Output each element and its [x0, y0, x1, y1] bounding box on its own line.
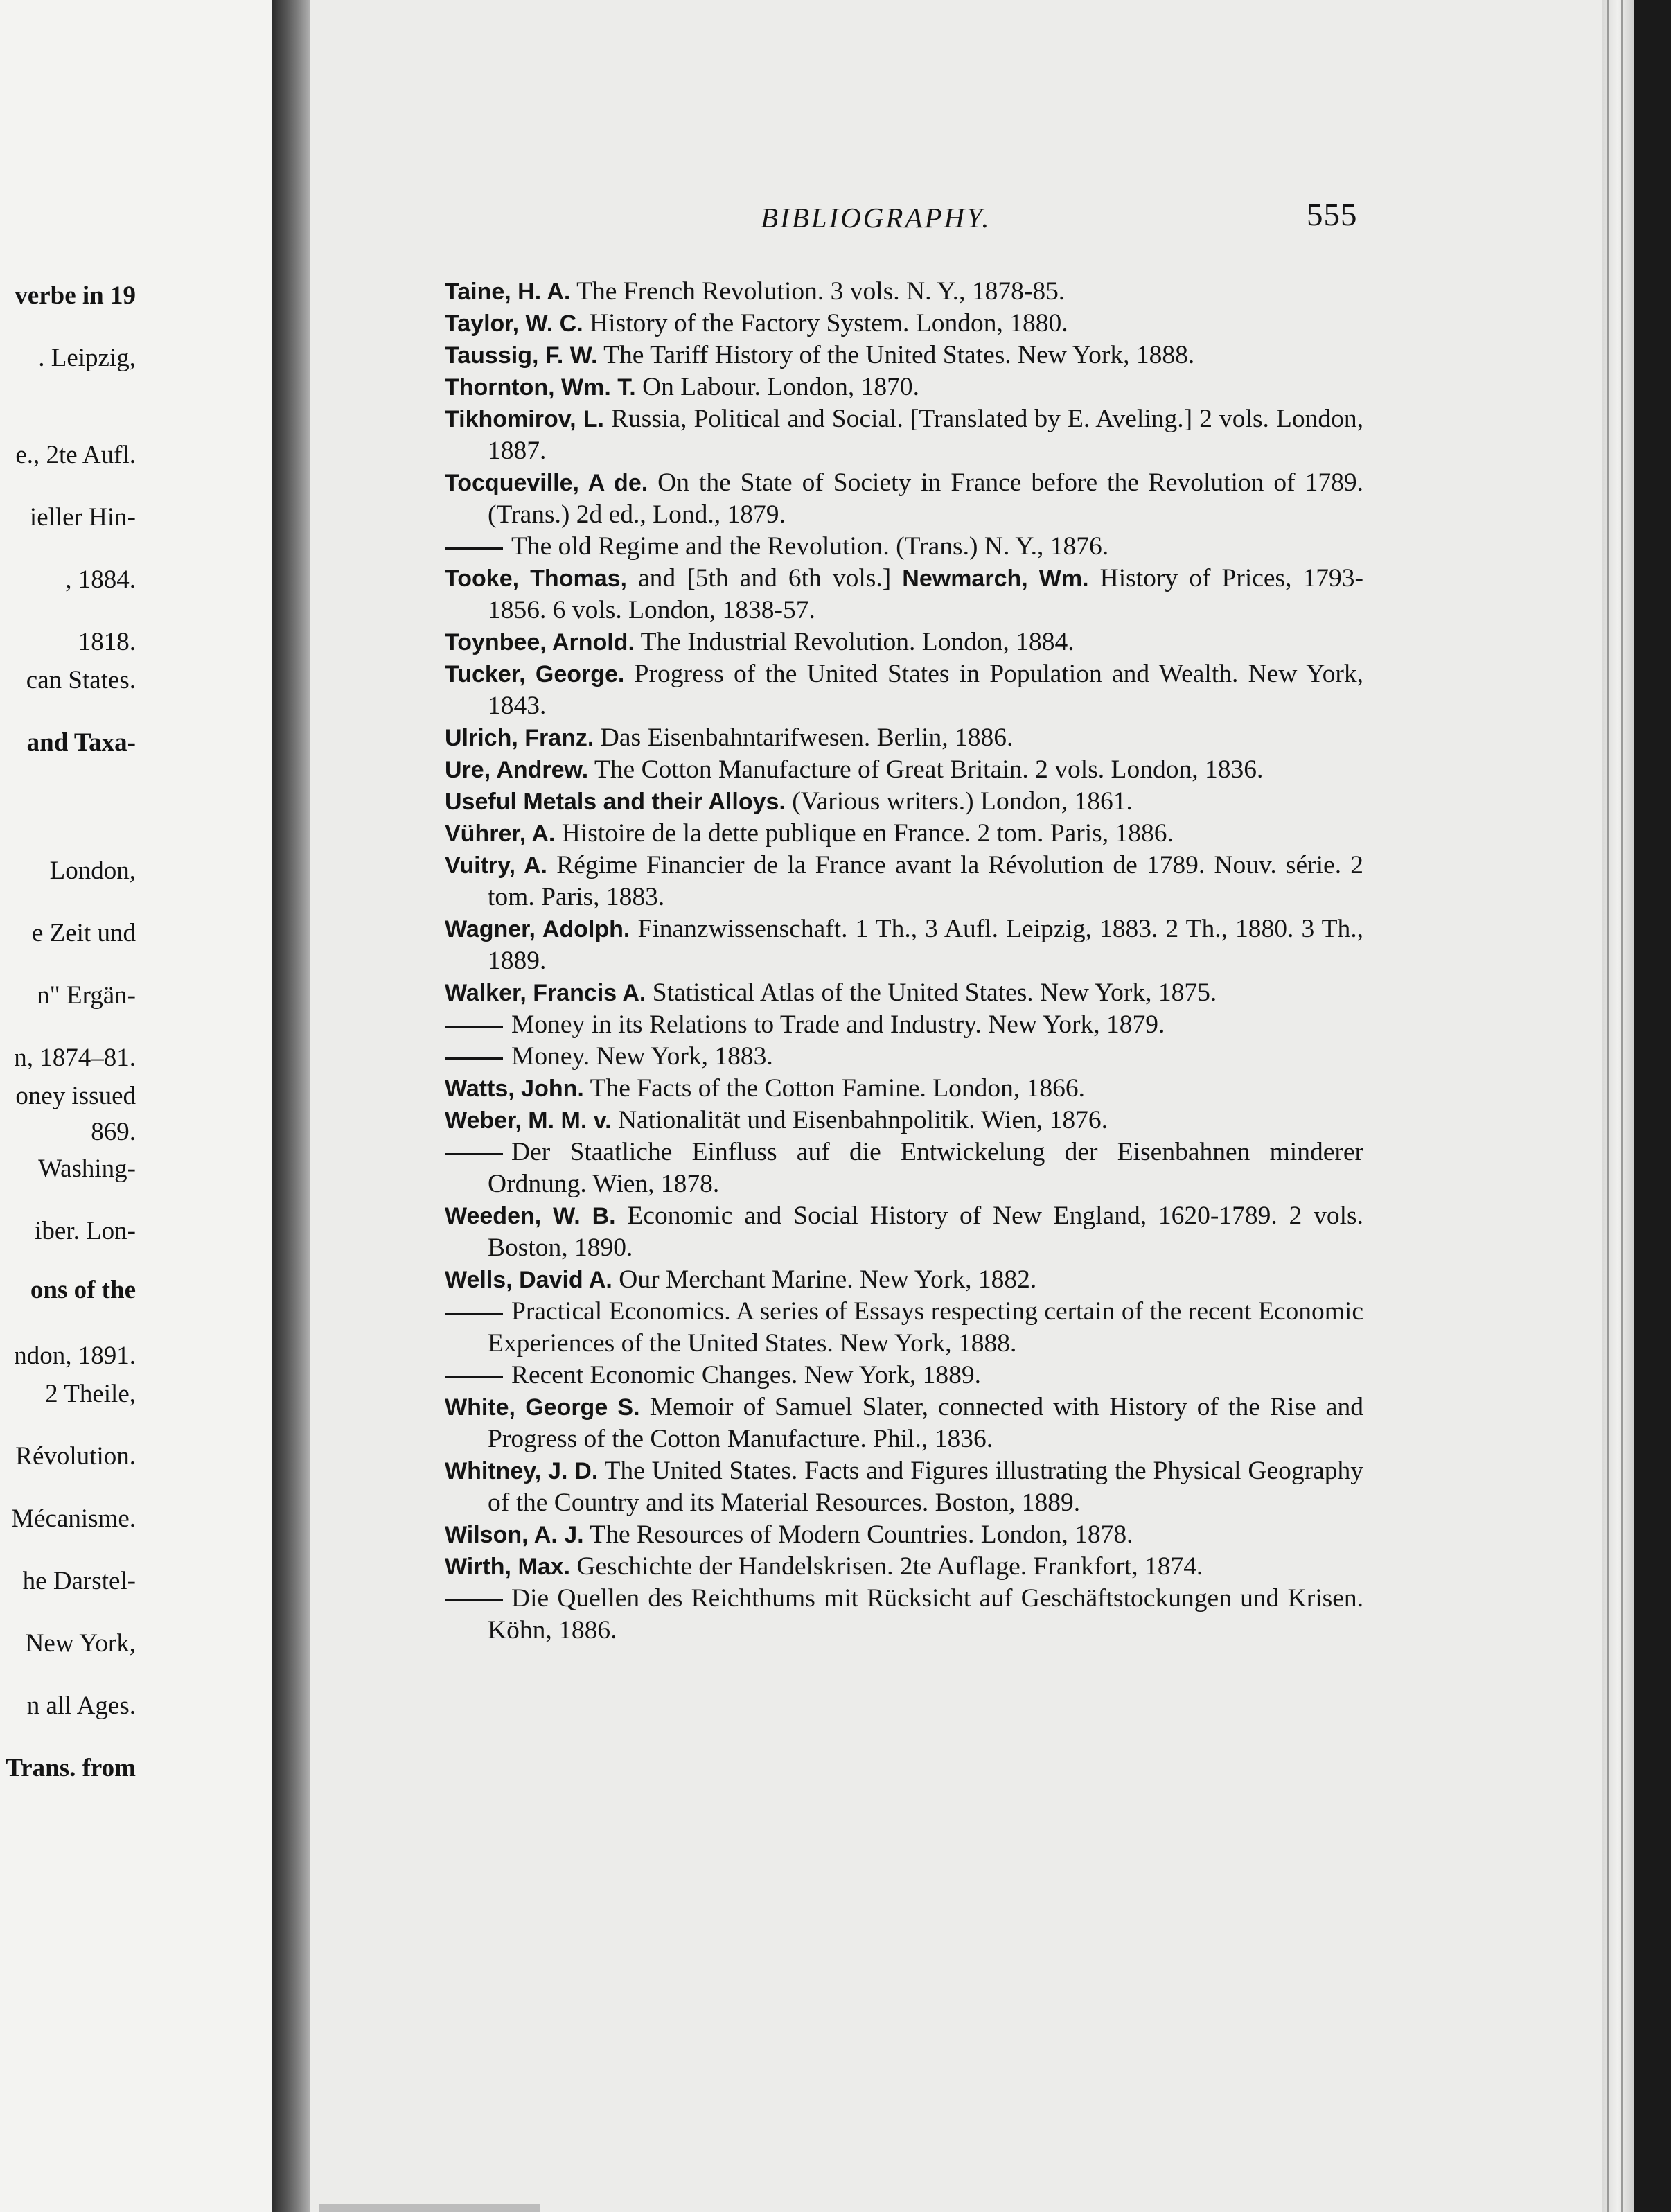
left-page-line: e Zeit und	[31, 919, 136, 947]
entry-author: Weeden, W. B.	[445, 1203, 616, 1229]
bibliography-entry	[445, 1455, 1363, 1519]
left-page-line: n" Ergän-	[37, 981, 136, 1010]
book-gutter	[272, 0, 313, 2212]
entry-text: On the State of Society in France before the Revolution of 1789. (Trans.) 2d ed., Lond., 1879.	[488, 468, 1363, 529]
bibliography-entry	[445, 977, 1363, 1009]
ditto-dash	[445, 547, 503, 550]
page-edge	[1602, 0, 1634, 2212]
bibliography-entry	[445, 786, 1363, 818]
left-page-line: and Taxa-	[26, 728, 136, 757]
page-edge-line	[1607, 0, 1609, 2212]
entry-author: White, George S.	[445, 1394, 640, 1421]
bibliography-entry	[445, 1519, 1363, 1551]
bibliography-entry	[445, 913, 1363, 977]
entry-author: Vührer, A.	[445, 820, 556, 847]
left-page-line: London,	[49, 857, 136, 885]
left-page-line: Trans. from	[6, 1754, 136, 1782]
left-page-line: n all Ages.	[26, 1692, 136, 1720]
ditto-dash	[445, 1153, 503, 1155]
entry-coauthor: Newmarch, Wm.	[902, 565, 1089, 592]
left-page-line: e., 2te Aufl.	[15, 441, 136, 469]
bibliography-entry	[445, 1041, 1363, 1073]
entry-text: On Labour. London, 1870.	[642, 373, 920, 401]
ditto-dash	[445, 1599, 503, 1601]
bibliography-entry	[445, 531, 1363, 563]
entry-text: Recent Economic Changes. New York, 1889.	[511, 1361, 982, 1389]
bibliography-entry	[445, 340, 1363, 371]
bibliography-entry	[445, 1360, 1363, 1392]
entry-text: Geschichte der Handelskrisen. 2te Auflage. Frankfort, 1874.	[576, 1552, 1203, 1581]
ditto-dash	[445, 1057, 503, 1060]
bibliography-entry	[445, 1009, 1363, 1041]
entry-text: Money in its Relations to Trade and Industry. New York, 1879.	[511, 1010, 1165, 1039]
entry-author: Vuitry, A.	[445, 852, 548, 879]
bibliography-entries	[445, 276, 1363, 1647]
entry-text: (Various writers.) London, 1861.	[792, 787, 1133, 816]
entry-author: Toynbee, Arnold.	[445, 629, 635, 656]
left-page-line: Révolution.	[15, 1442, 136, 1471]
entry-text: Progress of the United States in Population and Wealth. New York, 1843.	[488, 660, 1363, 720]
scan-smudge	[319, 2204, 540, 2212]
bibliography-entry	[445, 1073, 1363, 1105]
bibliography-entry	[445, 1551, 1363, 1583]
page-edge-line	[1621, 0, 1623, 2212]
entry-text: The French Revolution. 3 vols. N. Y., 1878-85.	[576, 277, 1066, 306]
entry-text: Die Quellen des Reichthums mit Rücksicht auf Geschäftstockungen und Krisen. Köhn, 1886.	[488, 1584, 1363, 1644]
left-page-line: verbe in 19	[15, 281, 136, 310]
ditto-dash	[445, 1313, 503, 1315]
ditto-dash	[445, 1026, 503, 1028]
entry-text: Practical Economics. A series of Essays respecting certain of the recent Economic Experiences of the United States. New York, 1888.	[488, 1297, 1363, 1358]
entry-text: Statistical Atlas of the United States. New York, 1875.	[652, 978, 1217, 1007]
entry-text: Russia, Political and Social. [Translated by E. Aveling.] 2 vols. London, 1887.	[488, 405, 1364, 465]
bibliography-entry	[445, 818, 1363, 850]
entry-text: Economic and Social History of New England, 1620-1789. 2 vols. Boston, 1890.	[488, 1202, 1363, 1262]
left-page-line: , 1884.	[65, 565, 136, 594]
left-page-line: he Darstel-	[22, 1567, 136, 1595]
entry-author: Taine, H. A.	[445, 279, 571, 305]
bibliography-entry	[445, 1392, 1363, 1455]
page-number: 555	[1307, 197, 1358, 233]
left-page-line: can States.	[26, 666, 136, 694]
entry-author: Watts, John.	[445, 1076, 584, 1102]
ditto-dash	[445, 1376, 503, 1378]
entry-author: Ulrich, Franz.	[445, 725, 594, 751]
left-page-text	[0, 0, 272, 2212]
bibliography-entry	[445, 1136, 1363, 1200]
left-page-line: 2 Theile,	[45, 1380, 136, 1408]
bibliography-entry	[445, 371, 1363, 403]
entry-author: Tikhomirov, L.	[445, 406, 604, 432]
running-header: BIBLIOGRAPHY.	[761, 202, 991, 234]
entry-text: Der Staatliche Einfluss auf die Entwickelung der Eisenbahnen minderer Ordnung. Wien, 1878.	[488, 1138, 1363, 1198]
bibliography-entry	[445, 1200, 1363, 1264]
entry-author: Wirth, Max.	[445, 1554, 571, 1580]
bibliography-entry	[445, 1583, 1363, 1647]
entry-text: and [5th and 6th vols.]	[638, 564, 892, 592]
bibliography-entry	[445, 308, 1363, 340]
left-page-line: n, 1874–81.	[14, 1044, 136, 1072]
entry-author: Wells, David A.	[445, 1267, 612, 1293]
entry-text: The Resources of Modern Countries. London, 1878.	[590, 1520, 1133, 1549]
left-page-line: . Leipzig,	[38, 344, 136, 372]
left-page-line: ieller Hin-	[29, 503, 136, 532]
entry-text: Das Eisenbahntarifwesen. Berlin, 1886.	[600, 723, 1014, 752]
left-page-line: Mécanisme.	[11, 1504, 136, 1533]
bibliography-entry	[445, 658, 1363, 722]
entry-author: Wilson, A. J.	[445, 1522, 584, 1548]
bibliography-entry	[445, 467, 1363, 531]
left-page-line: oney issued	[15, 1082, 136, 1110]
left-page-line: New York,	[25, 1629, 136, 1658]
entry-text: Memoir of Samuel Slater, connected with History of the Rise and Progress of the Cotton Manufacture. Phil., 1836.	[488, 1393, 1363, 1453]
left-page-line: ndon, 1891.	[14, 1342, 136, 1370]
entry-author: Thornton, Wm. T.	[445, 374, 636, 401]
entry-text: The old Regime and the Revolution. (Trans.) N. Y., 1876.	[511, 532, 1109, 561]
bibliography-entry	[445, 850, 1363, 913]
entry-author: Useful Metals and their Alloys.	[445, 789, 786, 815]
entry-author: Ure, Andrew.	[445, 757, 589, 783]
entry-text: Histoire de la dette publique en France. 2 tom. Paris, 1886.	[561, 819, 1174, 848]
bibliography-entry	[445, 1264, 1363, 1296]
entry-author: Walker, Francis A.	[445, 980, 646, 1006]
entry-author: Tucker, George.	[445, 661, 625, 687]
entry-text: Finanzwissenschaft. 1 Th., 3 Aufl. Leipzig, 1883. 2 Th., 1880. 3 Th., 1889.	[488, 915, 1363, 975]
entry-author: Tocqueville, A de.	[445, 470, 648, 496]
bibliography-entry	[445, 754, 1363, 786]
entry-author: Wagner, Adolph.	[445, 916, 630, 942]
left-page-line: Washing-	[38, 1155, 136, 1183]
entry-text: Régime Financier de la France avant la Révolution de 1789. Nouv. série. 2 tom. Paris, 1883.	[488, 851, 1364, 911]
bibliography-entry	[445, 1105, 1363, 1136]
entry-text: The Facts of the Cotton Famine. London, 1866.	[590, 1074, 1086, 1103]
entry-text: Money. New York, 1883.	[511, 1042, 773, 1071]
bibliography-entry	[445, 722, 1363, 754]
left-page-line: 869.	[91, 1118, 136, 1146]
entry-author: Whitney, J. D.	[445, 1458, 599, 1484]
entry-author: Weber, M. M. v.	[445, 1107, 612, 1134]
entry-author: Tooke, Thomas,	[445, 565, 627, 592]
entry-text: Nationalität und Eisenbahnpolitik. Wien, 1876.	[617, 1106, 1108, 1134]
entry-text: The Tariff History of the United States. New York, 1888.	[603, 341, 1195, 369]
bibliography-entry	[445, 563, 1363, 626]
bibliography-entry	[445, 403, 1363, 467]
entry-text: Our Merchant Marine. New York, 1882.	[619, 1265, 1037, 1294]
entry-author: Taussig, F. W.	[445, 342, 598, 369]
entry-text: The Industrial Revolution. London, 1884.	[640, 628, 1075, 656]
entry-text: History of the Factory System. London, 1880.	[590, 309, 1068, 337]
left-page-line: ons of the	[30, 1276, 136, 1304]
entry-text: The Cotton Manufacture of Great Britain. 2 vols. London, 1836.	[594, 755, 1264, 784]
left-page-line: iber. Lon-	[35, 1217, 136, 1245]
left-page-fragment	[0, 0, 272, 2212]
entry-text: History of Prices, 1793-1856. 6 vols. London, 1838-57.	[488, 564, 1364, 624]
entry-author: Taylor, W. C.	[445, 310, 583, 337]
bibliography-entry	[445, 1296, 1363, 1360]
entry-text: The United States. Facts and Figures illustrating the Physical Geography of the Country and its Material Resources. Boston, 1889.	[488, 1457, 1363, 1517]
bibliography-entry	[445, 626, 1363, 658]
left-page-line: 1818.	[78, 628, 136, 656]
bibliography-entry	[445, 276, 1363, 308]
